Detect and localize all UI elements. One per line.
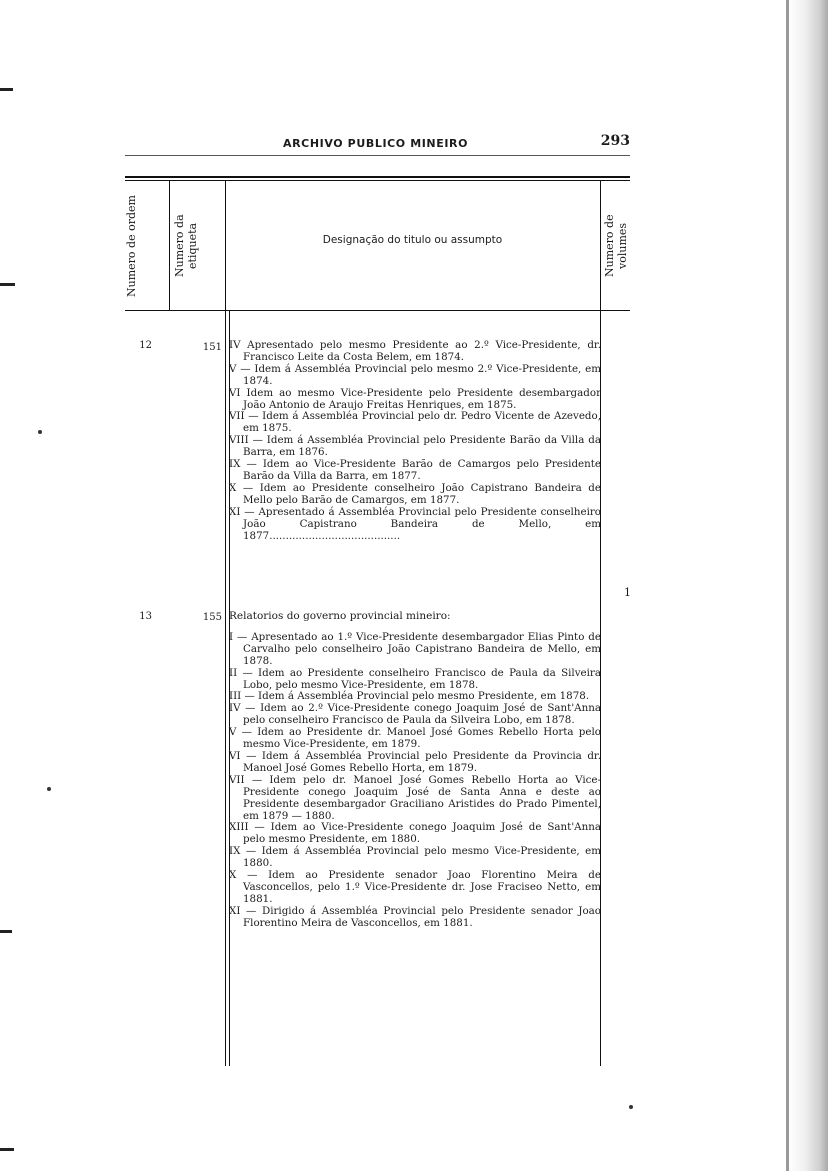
entry-etiqueta: 151	[202, 342, 222, 353]
entry-line: IX — Idem á Assembléa Provincial pelo mesmo Vice-Presidente, em 1880.	[229, 845, 601, 870]
entry-line: X — Idem ao Presidente conselheiro João Capistrano Bandeira de Mello pelo Barão de Camargos, em 1877.	[229, 481, 601, 506]
entry-line: VII — Idem á Assembléa Provincial pelo dr. Pedro Vicente de Azevedo, em 1875.	[229, 410, 601, 435]
margin-mark	[0, 1148, 14, 1151]
entry-line: XI — Apresentado á Assembléa Provincial pelo Presidente conselheiro João Capistrano Bandeira de Mello, em 1877........................................	[229, 505, 601, 542]
margin-mark	[0, 283, 15, 286]
ink-speck	[47, 787, 51, 791]
entry-line: II — Idem ao Presidente conselheiro Francisco de Paula da Silveira Lobo, pelo mesmo Vice-Presidente, em 1878.	[229, 666, 601, 691]
table-header-rule	[125, 310, 630, 311]
page-edge-line	[786, 0, 789, 1171]
entry-line: IX — Idem ao Vice-Presidente Barão de Camargos pelo Presidente Barão da Villa da Barra, em 1877.	[229, 458, 601, 482]
entry-line: XI — Dirigido á Assembléa Provincial pelo Presidente senador Joao Florentino Meira de Vasconcellos, em 1881.	[229, 904, 601, 929]
entry-description	[229, 611, 601, 930]
entry-line: X — Idem ao Presidente senador Joao Florentino Meira de Vasconcellos, pelo 1.º Vice-Presidente dr. Jose Fraciseo Netto, em 1881.	[229, 869, 601, 905]
page-number: 293	[600, 133, 630, 149]
entry-line: IV — Idem ao 2.º Vice-Presidente conego Joaquim José de Sant'Anna pelo conselheiro Francisco de Paula da Silveira Lobo, em 1878.	[229, 702, 601, 727]
entry-ordem: 12	[139, 340, 152, 351]
running-title: ARCHIVO PUBLICO MINEIRO	[283, 137, 469, 150]
entry-etiqueta: 155	[202, 612, 222, 623]
column-header-volumes: Numero de volumes	[603, 214, 629, 278]
column-divider	[225, 181, 226, 1066]
entry-line: VI — Idem á Assembléa Provincial pelo Presidente da Provincia dr. Manoel José Gomes Rebello Horta, em 1879.	[229, 749, 601, 774]
page-gutter-shadow	[788, 0, 828, 1171]
page-header	[125, 133, 630, 155]
header-rule	[125, 155, 630, 156]
entry-description	[229, 340, 601, 542]
entry-line: VIII — Idem á Assembléa Provincial pelo Presidente Barão da Villa da Barra, em 1876.	[229, 434, 601, 459]
entry-volumes: 1	[624, 586, 631, 599]
entry-line: I — Apresentado ao 1.º Vice-Presidente desembargador Elias Pinto de Carvalho pelo conselheiro João Capistrano Bandeira de Mello, em 1878.	[229, 630, 601, 667]
margin-mark	[0, 88, 13, 91]
entry-line: V — Idem á Assembléa Provincial pelo mesmo 2.º Vice-Presidente, em 1874.	[229, 362, 601, 387]
ink-speck	[629, 1105, 633, 1109]
entry-line: IV Apresentado pelo mesmo Presidente ao 2.º Vice-Presidente, dr. Francisco Leite da Costa Belem, em 1874.	[229, 339, 601, 363]
column-header-etiqueta: Numero da etiqueta	[173, 214, 199, 278]
entry-line: III — Idem á Assembléa Provincial pelo mesmo Presidente, em 1878.	[229, 690, 590, 703]
entry-line: V — Idem ao Presidente dr. Manoel José Gomes Rebello Horta pelo mesmo Vice-Presidente, em 1879.	[229, 726, 601, 751]
entry-heading: Relatorios do governo provincial mineiro:	[229, 610, 451, 622]
column-header-ordem: Numero de ordem	[125, 195, 138, 297]
entry-line: VI Idem ao mesmo Vice-Presidente pelo Presidente desembargador João Antonio de Araujo Freitas Henriques, em 1875.	[229, 386, 601, 411]
entry-ordem: 13	[139, 611, 152, 622]
entry-line: VII — Idem pelo dr. Manoel José Gomes Rebello Horta ao Vice-Presidente conego Joaquim José de Santa Anna e deste ao Presidente desembargador Graciliano Aristides do Prado Pimentel, em 1879 — 1880.	[229, 773, 601, 822]
entry-line: XIII — Idem ao Vice-Presidente conego Joaquim José de Sant'Anna pelo mesmo Presidente, em 1880.	[229, 821, 601, 846]
table-top-rule-thin	[125, 180, 630, 181]
table-top-rule	[125, 176, 630, 178]
margin-mark	[0, 930, 12, 933]
ink-speck	[38, 430, 42, 434]
column-header-designacao: Designação do titulo ou assumpto	[322, 234, 503, 246]
column-divider	[169, 181, 170, 311]
